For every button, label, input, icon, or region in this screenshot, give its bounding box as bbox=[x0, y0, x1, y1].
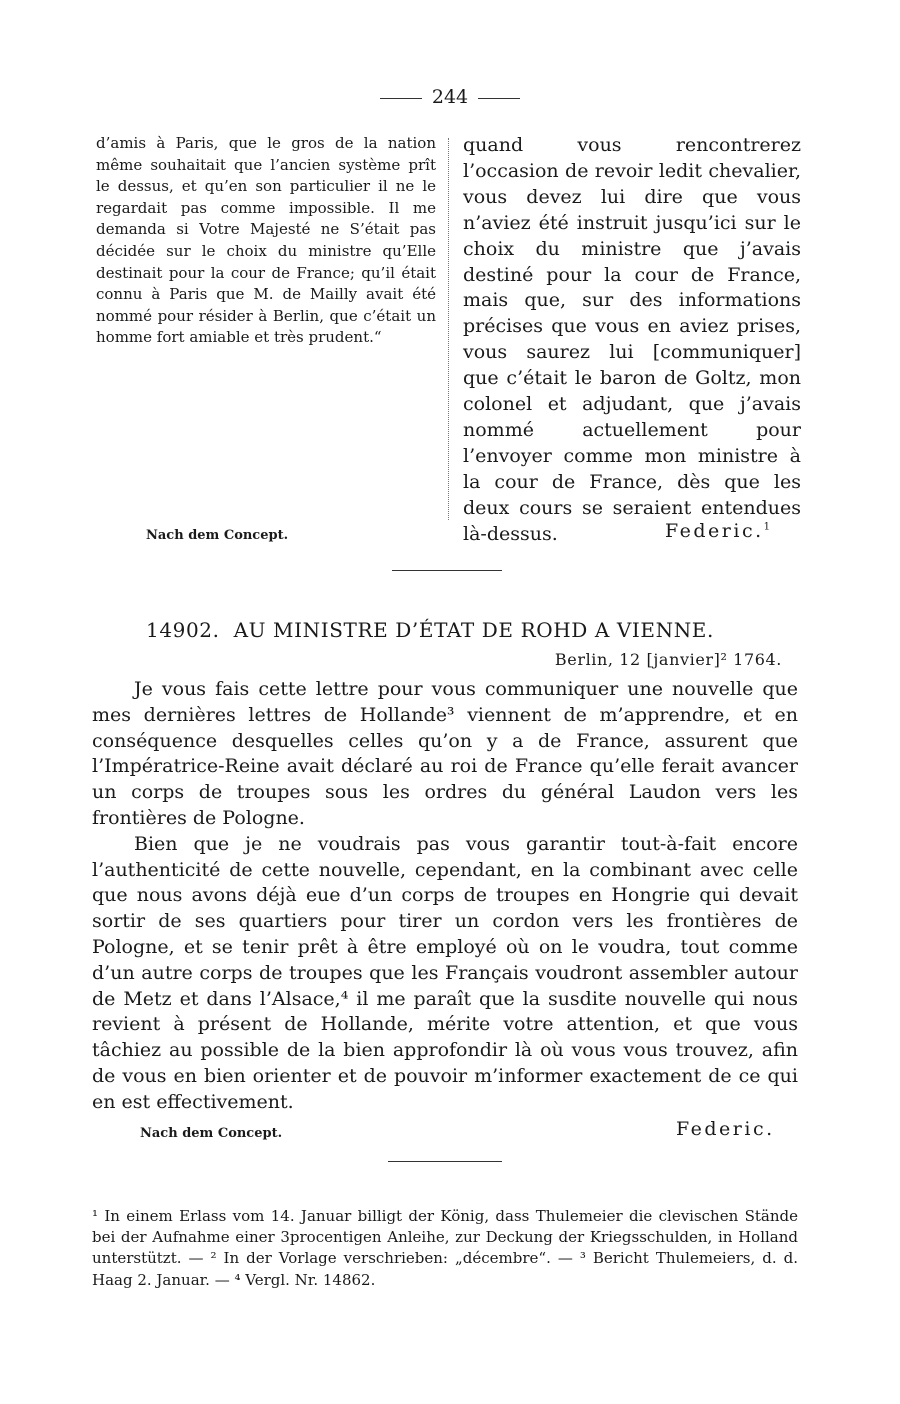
left-column bbox=[96, 133, 436, 349]
page-number: 244 bbox=[431, 86, 469, 108]
page-number-dash-right bbox=[478, 98, 520, 99]
footnotes-text: ¹ In einem Erlass vom 14. Januar billigt der König, dass Thulemeier die clevischen Stände bei der Aufnahme einer 3procentigen Anleihe, zur Deckung der Kriegsschulden, in Holland unterstützt. — ² In der Vorlage verschrieben: „décembre“. — ³ Bericht Thulemeiers, d. d. Haag 2. Januar. — ⁴ Vergl. Nr. 14862. bbox=[92, 1207, 798, 1289]
letter-number: 14902. bbox=[146, 618, 220, 642]
signature-1-text: Federic. bbox=[665, 520, 764, 542]
concept-note-2: Nach dem Concept. bbox=[140, 1126, 283, 1141]
right-column bbox=[463, 133, 801, 548]
column-divider bbox=[448, 138, 449, 520]
signature-2: Federic. bbox=[676, 1118, 775, 1140]
letter-heading bbox=[146, 618, 846, 642]
footnote-rule bbox=[388, 1161, 502, 1162]
footnote-marker-1: 1 bbox=[763, 521, 773, 533]
letter-body bbox=[92, 677, 798, 1116]
right-column-text: quand vous rencontrerez l’occasion de revoir ledit chevalier, vous devez lui dire que vous n’aviez été instruit jusqu’ici sur le choix du ministre que j’avais destiné pour la cour de France, mais que, sur des informations précises que vous en aviez prises, vous saurez lui [communiquer] que c’était le baron de Goltz, mon colonel et adjudant, que j’avais nommé actuellement pour l’envoyer comme mon ministre à la cour de France, dès que les deux cours se seraient entendues là-dessus. bbox=[463, 134, 801, 545]
section-rule-1 bbox=[392, 570, 502, 571]
left-column-text: d’amis à Paris, que le gros de la nation même souhaitait que l’ancien système prît le dessus, et qu’en son particulier il ne le regardait pas comme impossible. Il me demanda si Votre Majesté ne S’était pas décidée sur le choix du ministre qu’Elle destinait pour la cour de France; qu’il était connu à Paris que M. de Mailly avait été nommé pour résider à Berlin, que c’était un homme fort amiable et très prudent.“ bbox=[96, 134, 436, 347]
page-number-dash-left bbox=[380, 98, 422, 99]
letter-title: AU MINISTRE D’ÉTAT DE ROHD A VIENNE. bbox=[233, 618, 714, 642]
letter-dateline: Berlin, 12 [janvier]² 1764. bbox=[554, 650, 782, 669]
footnotes bbox=[92, 1206, 798, 1291]
letter-paragraph-2: Bien que je ne voudrais pas vous garantir tout-à-fait encore l’authenticité de cette nouvelle, cependant, en la combinant avec celle que nous avons déjà eue d’un corps de troupes en Hongrie qui devait sortir de ses quartiers pour tirer un cordon vers les frontières de Pologne, et se tenir prêt à être employé où on le voudra, tout comme d’un autre corps de troupes que les Français voudront assembler autour de Metz et dans l’Alsace,⁴ il me paraît que la susdite nouvelle qui nous revient à présent de Hollande, mérite votre attention, et que vous tâchiez au possible de la bien approfondir là où vous vous trouvez, afin de vous en bien orienter et de pouvoir m’informer exactement de ce qui en est effectivement. bbox=[92, 832, 798, 1113]
page-number-line bbox=[0, 86, 900, 108]
signature-1 bbox=[665, 520, 773, 542]
letter-paragraph-1: Je vous fais cette lettre pour vous communiquer une nouvelle que mes dernières lettres de Hollande³ viennent de m’apprendre, et en conséquence desquelles celles qu’on y a de France, assurent que l’Impératrice-Reine avait déclaré au roi de France qu’elle ferait avancer un corps de troupes sous les ordres du général Laudon vers les frontières de Pologne. bbox=[92, 678, 798, 829]
concept-note-1: Nach dem Concept. bbox=[146, 528, 289, 543]
